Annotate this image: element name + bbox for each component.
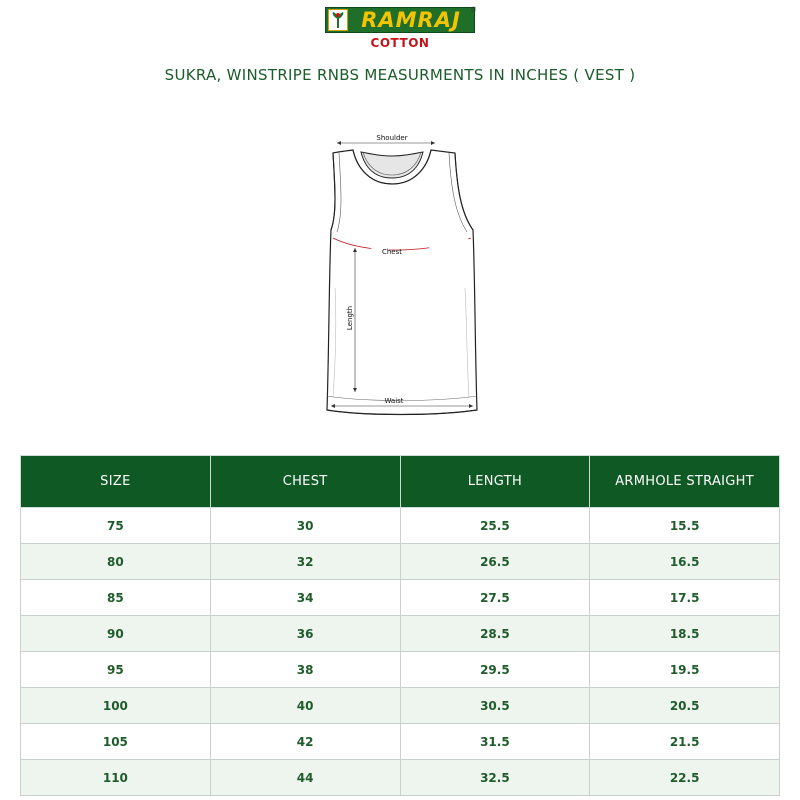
length-label: Length	[346, 305, 354, 331]
header-size: SIZE	[21, 456, 211, 508]
header-length: LENGTH	[400, 456, 590, 508]
vest-diagram	[315, 128, 485, 428]
cell-armhole: 18.5	[590, 616, 780, 652]
shoulder-label: Shoulder	[376, 134, 408, 142]
brand-emblem-icon	[328, 9, 348, 31]
header-chest: CHEST	[210, 456, 400, 508]
table-row	[21, 616, 780, 652]
cell-length: 31.5	[400, 724, 590, 760]
cell-size: 95	[21, 652, 211, 688]
cell-armhole: 15.5	[590, 508, 780, 544]
cell-length: 26.5	[400, 544, 590, 580]
size-chart-table	[20, 455, 780, 796]
cell-length: 32.5	[400, 760, 590, 796]
cell-armhole: 17.5	[590, 580, 780, 616]
cell-size: 110	[21, 760, 211, 796]
cell-armhole: 16.5	[590, 544, 780, 580]
cell-armhole: 20.5	[590, 688, 780, 724]
cell-length: 25.5	[400, 508, 590, 544]
registered-mark: ®	[471, 7, 477, 14]
cell-length: 29.5	[400, 652, 590, 688]
table-row	[21, 544, 780, 580]
cell-size: 100	[21, 688, 211, 724]
cell-size: 90	[21, 616, 211, 652]
cell-chest: 42	[210, 724, 400, 760]
brand-name: RAMRAJ	[361, 8, 461, 32]
table-header-row	[21, 456, 780, 508]
cell-chest: 32	[210, 544, 400, 580]
cell-length: 27.5	[400, 580, 590, 616]
cell-armhole: 19.5	[590, 652, 780, 688]
cell-armhole: 21.5	[590, 724, 780, 760]
cell-chest: 38	[210, 652, 400, 688]
table-row	[21, 688, 780, 724]
cell-size: 105	[21, 724, 211, 760]
page-title: SUKRA, WINSTRIPE RNBS MEASURMENTS IN INCHES ( VEST )	[164, 66, 636, 84]
table-row	[21, 760, 780, 796]
cell-chest: 34	[210, 580, 400, 616]
cell-size: 85	[21, 580, 211, 616]
cell-size: 80	[21, 544, 211, 580]
cell-length: 30.5	[400, 688, 590, 724]
cell-length: 28.5	[400, 616, 590, 652]
header-armhole-straight: ARMHOLE STRAIGHT	[590, 456, 780, 508]
table-row	[21, 580, 780, 616]
table-row	[21, 724, 780, 760]
cell-armhole: 22.5	[590, 760, 780, 796]
brand-logo	[325, 7, 475, 33]
table-row	[21, 652, 780, 688]
cell-chest: 36	[210, 616, 400, 652]
brand-subtitle: COTTON	[370, 36, 430, 50]
cell-chest: 44	[210, 760, 400, 796]
waist-label: Waist	[384, 397, 404, 405]
cell-chest: 40	[210, 688, 400, 724]
chest-label: Chest	[381, 248, 403, 256]
table-row	[21, 508, 780, 544]
cell-size: 75	[21, 508, 211, 544]
cell-chest: 30	[210, 508, 400, 544]
